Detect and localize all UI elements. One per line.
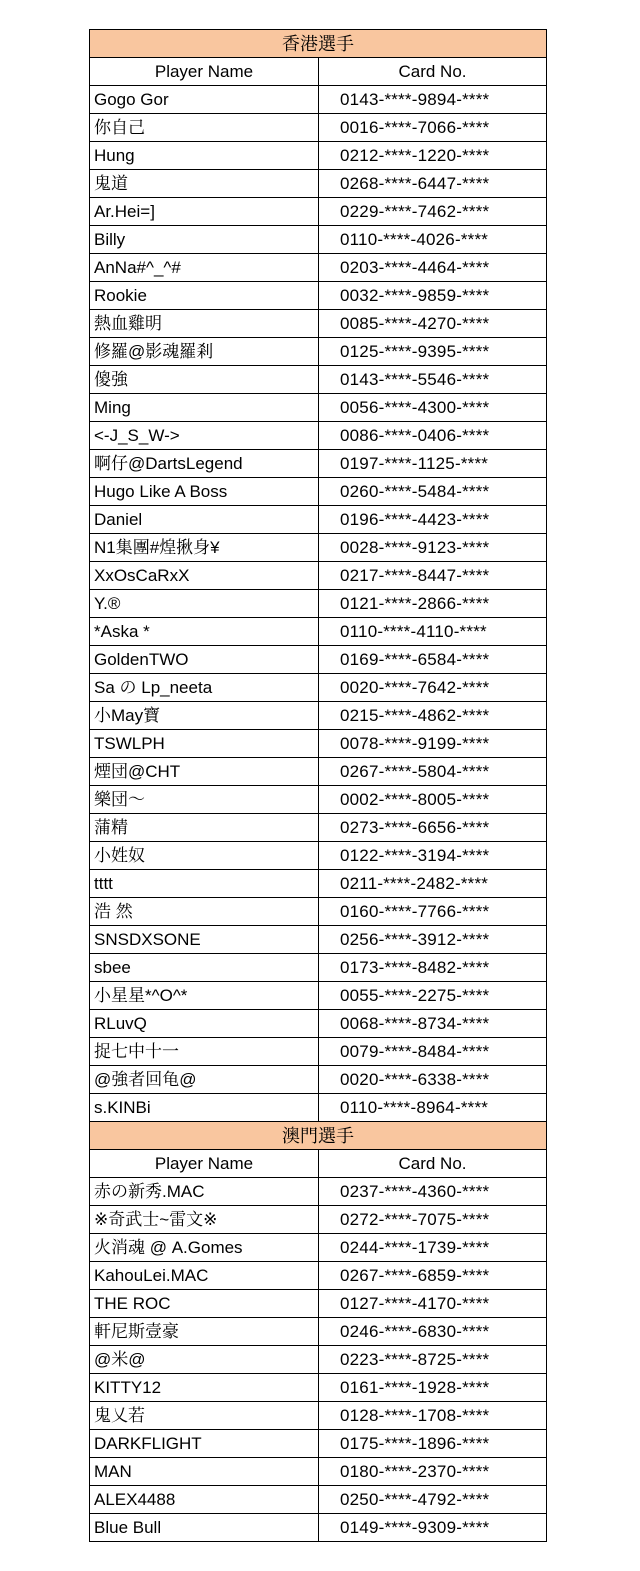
player-name-cell: 樂団〜 — [90, 786, 319, 814]
card-number-cell: 0160-****-7766-**** — [319, 898, 547, 926]
card-number-cell: 0110-****-8964-**** — [319, 1094, 547, 1122]
table-row — [90, 1318, 547, 1346]
table-row — [90, 506, 547, 534]
player-name-cell: Hugo Like A Boss — [90, 478, 319, 506]
player-name-cell: 鬼乂若 — [90, 1402, 319, 1430]
player-name-cell: 修羅@影魂羅剎 — [90, 338, 319, 366]
card-number-cell: 0272-****-7075-**** — [319, 1206, 547, 1234]
card-number-cell: 0237-****-4360-**** — [319, 1178, 547, 1206]
player-name-cell: AnNa#^_^# — [90, 254, 319, 282]
card-number-cell: 0068-****-8734-**** — [319, 1010, 547, 1038]
table-row — [90, 758, 547, 786]
card-number-cell: 0246-****-6830-**** — [319, 1318, 547, 1346]
player-name-cell: RLuvQ — [90, 1010, 319, 1038]
card-number-cell: 0125-****-9395-**** — [319, 338, 547, 366]
player-name-cell: Billy — [90, 226, 319, 254]
player-card-table — [89, 29, 547, 1542]
card-number-cell: 0056-****-4300-**** — [319, 394, 547, 422]
card-number-cell: 0122-****-3194-**** — [319, 842, 547, 870]
macau-column-header-row — [90, 1150, 547, 1178]
player-name-cell: 煙団@CHT — [90, 758, 319, 786]
card-number-cell: 0086-****-0406-**** — [319, 422, 547, 450]
player-name-cell: Rookie — [90, 282, 319, 310]
table-row — [90, 898, 547, 926]
card-number-cell: 0196-****-4423-**** — [319, 506, 547, 534]
card-number-cell: 0203-****-4464-**** — [319, 254, 547, 282]
player-name-column-header: Player Name — [90, 1150, 319, 1178]
player-name-cell: N1集團#煌揪身¥ — [90, 534, 319, 562]
card-number-cell: 0244-****-1739-**** — [319, 1234, 547, 1262]
card-number-cell: 0217-****-8447-**** — [319, 562, 547, 590]
card-number-cell: 0161-****-1928-**** — [319, 1374, 547, 1402]
card-number-cell: 0180-****-2370-**** — [319, 1458, 547, 1486]
player-name-cell: tttt — [90, 870, 319, 898]
player-name-cell: 小姓奴 — [90, 842, 319, 870]
player-name-cell: 浩 然 — [90, 898, 319, 926]
table-row — [90, 1430, 547, 1458]
card-number-cell: 0267-****-6859-**** — [319, 1262, 547, 1290]
card-number-cell: 0273-****-6656-**** — [319, 814, 547, 842]
player-name-cell: DARKFLIGHT — [90, 1430, 319, 1458]
player-name-cell: 捉七中十一 — [90, 1038, 319, 1066]
hong-kong-section-header — [90, 30, 547, 58]
card-number-cell: 0173-****-8482-**** — [319, 954, 547, 982]
card-number-cell: 0223-****-8725-**** — [319, 1346, 547, 1374]
player-name-cell: 你自己 — [90, 114, 319, 142]
table-row — [90, 1374, 547, 1402]
player-name-cell: KITTY12 — [90, 1374, 319, 1402]
table-row — [90, 1290, 547, 1318]
player-name-cell: 熱血雞明 — [90, 310, 319, 338]
table-row — [90, 534, 547, 562]
table-row — [90, 254, 547, 282]
card-number-cell: 0268-****-6447-**** — [319, 170, 547, 198]
table-row — [90, 814, 547, 842]
card-number-cell: 0055-****-2275-**** — [319, 982, 547, 1010]
table-row — [90, 982, 547, 1010]
player-name-cell: 鬼道 — [90, 170, 319, 198]
table-row — [90, 1206, 547, 1234]
player-name-cell: @強者回龟@ — [90, 1066, 319, 1094]
player-name-cell: <-J_S_W-> — [90, 422, 319, 450]
table-row — [90, 926, 547, 954]
player-name-cell: 小May寶 — [90, 702, 319, 730]
card-number-cell: 0260-****-5484-**** — [319, 478, 547, 506]
card-number-cell: 0212-****-1220-**** — [319, 142, 547, 170]
player-name-cell: KahouLei.MAC — [90, 1262, 319, 1290]
card-number-cell: 0197-****-1125-**** — [319, 450, 547, 478]
card-number-cell: 0085-****-4270-**** — [319, 310, 547, 338]
table-row — [90, 562, 547, 590]
card-number-cell: 0267-****-5804-**** — [319, 758, 547, 786]
table-row — [90, 786, 547, 814]
table-row — [90, 870, 547, 898]
table-row — [90, 450, 547, 478]
card-number-cell: 0149-****-9309-**** — [319, 1514, 547, 1542]
card-number-cell: 0032-****-9859-**** — [319, 282, 547, 310]
card-number-cell: 0016-****-7066-**** — [319, 114, 547, 142]
player-name-cell: Daniel — [90, 506, 319, 534]
player-name-cell: XxOsCaRxX — [90, 562, 319, 590]
table-row — [90, 366, 547, 394]
card-number-cell: 0079-****-8484-**** — [319, 1038, 547, 1066]
card-number-cell: 0143-****-9894-**** — [319, 86, 547, 114]
player-name-cell: @米@ — [90, 1346, 319, 1374]
player-name-cell: 火消魂 @ A.Gomes — [90, 1234, 319, 1262]
player-name-cell: Ming — [90, 394, 319, 422]
player-name-cell: 傻強 — [90, 366, 319, 394]
card-number-cell: 0020-****-6338-**** — [319, 1066, 547, 1094]
card-number-cell: 0028-****-9123-**** — [319, 534, 547, 562]
table-row — [90, 1066, 547, 1094]
card-number-cell: 0127-****-4170-**** — [319, 1290, 547, 1318]
player-name-cell: THE ROC — [90, 1290, 319, 1318]
table-row — [90, 730, 547, 758]
table-row — [90, 646, 547, 674]
table-row — [90, 1486, 547, 1514]
player-name-cell: Hung — [90, 142, 319, 170]
player-name-cell: Sa の Lp_neeta — [90, 674, 319, 702]
player-name-cell: Ar.Hei=] — [90, 198, 319, 226]
card-number-cell: 0110-****-4026-**** — [319, 226, 547, 254]
card-number-cell: 0002-****-8005-**** — [319, 786, 547, 814]
table-row — [90, 1234, 547, 1262]
table-row — [90, 282, 547, 310]
player-name-cell: 軒尼斯壹豪 — [90, 1318, 319, 1346]
player-name-cell: ※奇武士~雷文※ — [90, 1206, 319, 1234]
player-name-cell: s.KINBi — [90, 1094, 319, 1122]
table-row — [90, 142, 547, 170]
table-row — [90, 170, 547, 198]
player-name-cell: *Aska * — [90, 618, 319, 646]
table-row — [90, 954, 547, 982]
table-row — [90, 338, 547, 366]
table-row — [90, 842, 547, 870]
table-row — [90, 310, 547, 338]
table-row — [90, 478, 547, 506]
player-name-cell: Y.® — [90, 590, 319, 618]
table-row — [90, 1178, 547, 1206]
hong-kong-column-header-row — [90, 58, 547, 86]
table-row — [90, 114, 547, 142]
player-name-cell: Gogo Gor — [90, 86, 319, 114]
player-name-column-header: Player Name — [90, 58, 319, 86]
card-number-cell: 0110-****-4110-**** — [319, 618, 547, 646]
table-row — [90, 702, 547, 730]
player-name-cell: Blue Bull — [90, 1514, 319, 1542]
card-no-column-header: Card No. — [319, 58, 547, 86]
player-card-table-body — [90, 30, 547, 1542]
card-number-cell: 0020-****-7642-**** — [319, 674, 547, 702]
card-number-cell: 0229-****-7462-**** — [319, 198, 547, 226]
player-name-cell: TSWLPH — [90, 730, 319, 758]
card-no-column-header: Card No. — [319, 1150, 547, 1178]
player-name-cell: sbee — [90, 954, 319, 982]
card-number-cell: 0215-****-4862-**** — [319, 702, 547, 730]
player-name-cell: GoldenTWO — [90, 646, 319, 674]
table-row — [90, 198, 547, 226]
player-name-cell: 啊仔@DartsLegend — [90, 450, 319, 478]
table-row — [90, 674, 547, 702]
card-number-cell: 0121-****-2866-**** — [319, 590, 547, 618]
player-name-cell: ALEX4488 — [90, 1486, 319, 1514]
table-row — [90, 1262, 547, 1290]
table-row — [90, 394, 547, 422]
card-number-cell: 0175-****-1896-**** — [319, 1430, 547, 1458]
macau-section-title: 澳門選手 — [90, 1122, 547, 1150]
table-row — [90, 1346, 547, 1374]
card-number-cell: 0250-****-4792-**** — [319, 1486, 547, 1514]
player-name-cell: MAN — [90, 1458, 319, 1486]
player-name-cell: 赤の新秀.MAC — [90, 1178, 319, 1206]
player-name-cell: 蒲精 — [90, 814, 319, 842]
table-row — [90, 86, 547, 114]
card-number-cell: 0078-****-9199-**** — [319, 730, 547, 758]
table-row — [90, 1514, 547, 1542]
card-number-cell: 0256-****-3912-**** — [319, 926, 547, 954]
table-row — [90, 226, 547, 254]
card-number-cell: 0128-****-1708-**** — [319, 1402, 547, 1430]
hong-kong-section-title: 香港選手 — [90, 30, 547, 58]
macau-section-header — [90, 1122, 547, 1150]
table-row — [90, 1402, 547, 1430]
card-number-cell: 0169-****-6584-**** — [319, 646, 547, 674]
table-row — [90, 1458, 547, 1486]
table-row — [90, 1094, 547, 1122]
card-number-cell: 0143-****-5546-**** — [319, 366, 547, 394]
player-name-cell: 小星星*^O^* — [90, 982, 319, 1010]
card-number-cell: 0211-****-2482-**** — [319, 870, 547, 898]
table-row — [90, 1038, 547, 1066]
table-row — [90, 1010, 547, 1038]
table-row — [90, 590, 547, 618]
table-row — [90, 618, 547, 646]
table-row — [90, 422, 547, 450]
player-name-cell: SNSDXSONE — [90, 926, 319, 954]
